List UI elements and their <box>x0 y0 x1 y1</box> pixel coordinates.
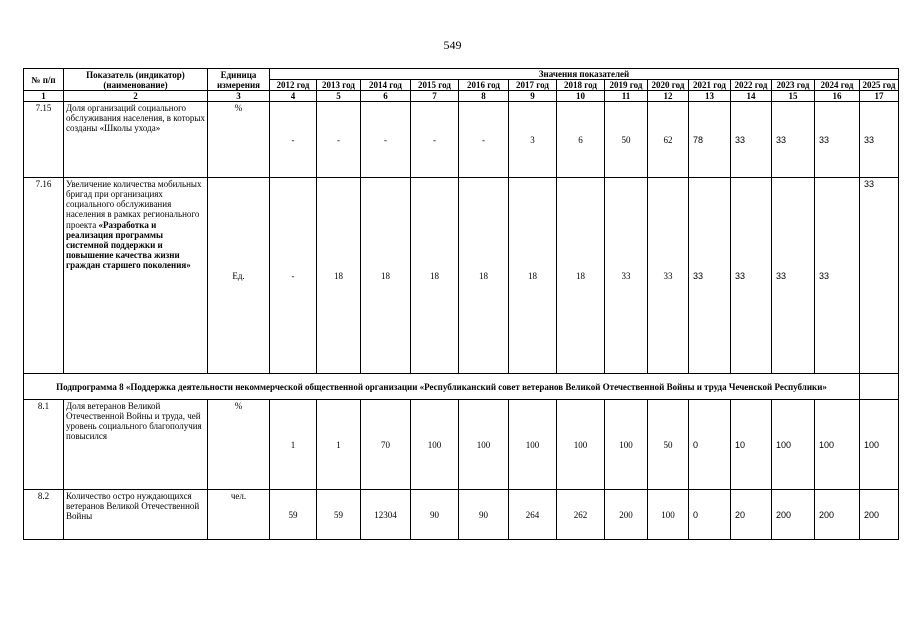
value-cell: 59 <box>317 490 361 540</box>
row-number: 7.16 <box>24 178 64 374</box>
value-cell: 100 <box>411 400 459 490</box>
value-cell: 33 <box>731 102 772 178</box>
value-cell: 264 <box>509 490 557 540</box>
row-indicator-name <box>64 178 208 374</box>
value-cell: 70 <box>361 400 411 490</box>
value-cell: 18 <box>557 178 605 374</box>
value-cell: 33 <box>689 178 731 374</box>
value-cell: 100 <box>815 400 860 490</box>
value-cell: 0 <box>689 400 731 490</box>
column-number: 15 <box>772 91 815 102</box>
empty-cell <box>860 374 899 400</box>
value-cell: 100 <box>557 400 605 490</box>
row-indicator-name: Количество остро нуждающихся ветеранов Великой Отечественной Войны <box>64 490 208 540</box>
subprogram-row <box>24 374 899 400</box>
value-cell: 3 <box>509 102 557 178</box>
value-cell: 50 <box>648 400 689 490</box>
value-cell: 33 <box>772 102 815 178</box>
column-number: 12 <box>648 91 689 102</box>
column-number: 1 <box>24 91 64 102</box>
value-cell: 33 <box>648 178 689 374</box>
value-cell: 12304 <box>361 490 411 540</box>
row-unit: % <box>208 400 270 490</box>
column-number: 14 <box>731 91 772 102</box>
column-number: 3 <box>208 91 270 102</box>
value-cell: 200 <box>605 490 648 540</box>
column-number: 13 <box>689 91 731 102</box>
value-cell: 18 <box>459 178 509 374</box>
value-cell: 33 <box>731 178 772 374</box>
row-indicator-name: Доля организаций социального обслуживания населения, в которых созданы «Школы ухода» <box>64 102 208 178</box>
row-indicator-name: Доля ветеранов Великой Отечественной Войны и труда, чей уровень социального благополучия повысился <box>64 400 208 490</box>
value-cell: 100 <box>605 400 648 490</box>
value-cell: 33 <box>815 178 860 374</box>
value-cell: 33 <box>815 102 860 178</box>
header-year: 2021 год <box>689 80 731 91</box>
header-year: 2014 год <box>361 80 411 91</box>
column-number: 5 <box>317 91 361 102</box>
value-cell: 100 <box>459 400 509 490</box>
column-number: 8 <box>459 91 509 102</box>
value-cell: 33 <box>605 178 648 374</box>
value-cell: 200 <box>815 490 860 540</box>
column-number-row <box>24 91 899 102</box>
header-year: 2016 год <box>459 80 509 91</box>
column-number: 10 <box>557 91 605 102</box>
row-indicator-name-text: Увеличение количества мобильных бригад при организациях социального обслуживания населения в рамках регионального проекта <box>66 179 202 230</box>
column-number: 4 <box>270 91 317 102</box>
value-cell: - <box>361 102 411 178</box>
value-cell: 90 <box>411 490 459 540</box>
column-number: 6 <box>361 91 411 102</box>
column-number: 16 <box>815 91 860 102</box>
row-indicator-project-name: «Разработка и реализация программы системной поддержки и повышение качества жизни граждан старшего поколения» <box>66 219 191 270</box>
row-number: 7.15 <box>24 102 64 178</box>
value-cell: 18 <box>509 178 557 374</box>
value-cell: 33 <box>772 178 815 374</box>
row-unit: % <box>208 102 270 178</box>
header-year: 2015 год <box>411 80 459 91</box>
header-year: 2024 год <box>815 80 860 91</box>
page-number: 549 <box>443 38 462 52</box>
table-row <box>24 400 899 490</box>
column-number: 11 <box>605 91 648 102</box>
subprogram-title: Подпрограмма 8 «Поддержка деятельности некоммерческой общественной организации «Республиканский совет ветеранов Великой Отечественной Войны и труда Чеченской Республики» <box>24 374 860 400</box>
value-cell: 1 <box>317 400 361 490</box>
row-unit: чел. <box>208 490 270 540</box>
header-year: 2017 год <box>509 80 557 91</box>
value-cell: 59 <box>270 490 317 540</box>
row-unit: Ед. <box>208 178 270 374</box>
value-cell: 200 <box>860 490 899 540</box>
header-unit: Единица измерения <box>208 69 270 91</box>
value-cell: 0 <box>689 490 731 540</box>
header-year: 2012 год <box>270 80 317 91</box>
column-number: 2 <box>64 91 208 102</box>
header-row-top <box>24 69 899 80</box>
table-row <box>24 102 899 178</box>
value-cell: 1 <box>270 400 317 490</box>
indicators-table <box>23 68 899 540</box>
header-year: 2023 год <box>772 80 815 91</box>
value-cell: - <box>459 102 509 178</box>
value-cell: - <box>270 178 317 374</box>
value-cell: - <box>317 102 361 178</box>
row-number: 8.1 <box>24 400 64 490</box>
value-cell: 262 <box>557 490 605 540</box>
header-year: 2025 год <box>860 80 899 91</box>
header-no: № п/п <box>24 69 64 91</box>
column-number: 17 <box>860 91 899 102</box>
value-cell: 33 <box>860 178 899 374</box>
value-cell: 33 <box>860 102 899 178</box>
value-cell: 50 <box>605 102 648 178</box>
header-year: 2022 год <box>731 80 772 91</box>
value-cell: 62 <box>648 102 689 178</box>
value-cell: 90 <box>459 490 509 540</box>
table-row <box>24 490 899 540</box>
value-cell: 100 <box>860 400 899 490</box>
value-cell: 78 <box>689 102 731 178</box>
value-cell: 18 <box>411 178 459 374</box>
table-row <box>24 178 899 374</box>
value-cell: 200 <box>772 490 815 540</box>
header-values: Значения показателей <box>270 69 899 80</box>
header-year: 2020 год <box>648 80 689 91</box>
value-cell: 18 <box>317 178 361 374</box>
column-number: 7 <box>411 91 459 102</box>
value-cell: 6 <box>557 102 605 178</box>
value-cell: - <box>270 102 317 178</box>
value-cell: 10 <box>731 400 772 490</box>
row-number: 8.2 <box>24 490 64 540</box>
header-indicator: Показатель (индикатор) (наименование) <box>64 69 208 91</box>
value-cell: 100 <box>648 490 689 540</box>
value-cell: - <box>411 102 459 178</box>
value-cell: 18 <box>361 178 411 374</box>
value-cell: 100 <box>772 400 815 490</box>
header-year: 2019 год <box>605 80 648 91</box>
header-year: 2013 год <box>317 80 361 91</box>
value-cell: 20 <box>731 490 772 540</box>
column-number: 9 <box>509 91 557 102</box>
value-cell: 100 <box>509 400 557 490</box>
header-year: 2018 год <box>557 80 605 91</box>
